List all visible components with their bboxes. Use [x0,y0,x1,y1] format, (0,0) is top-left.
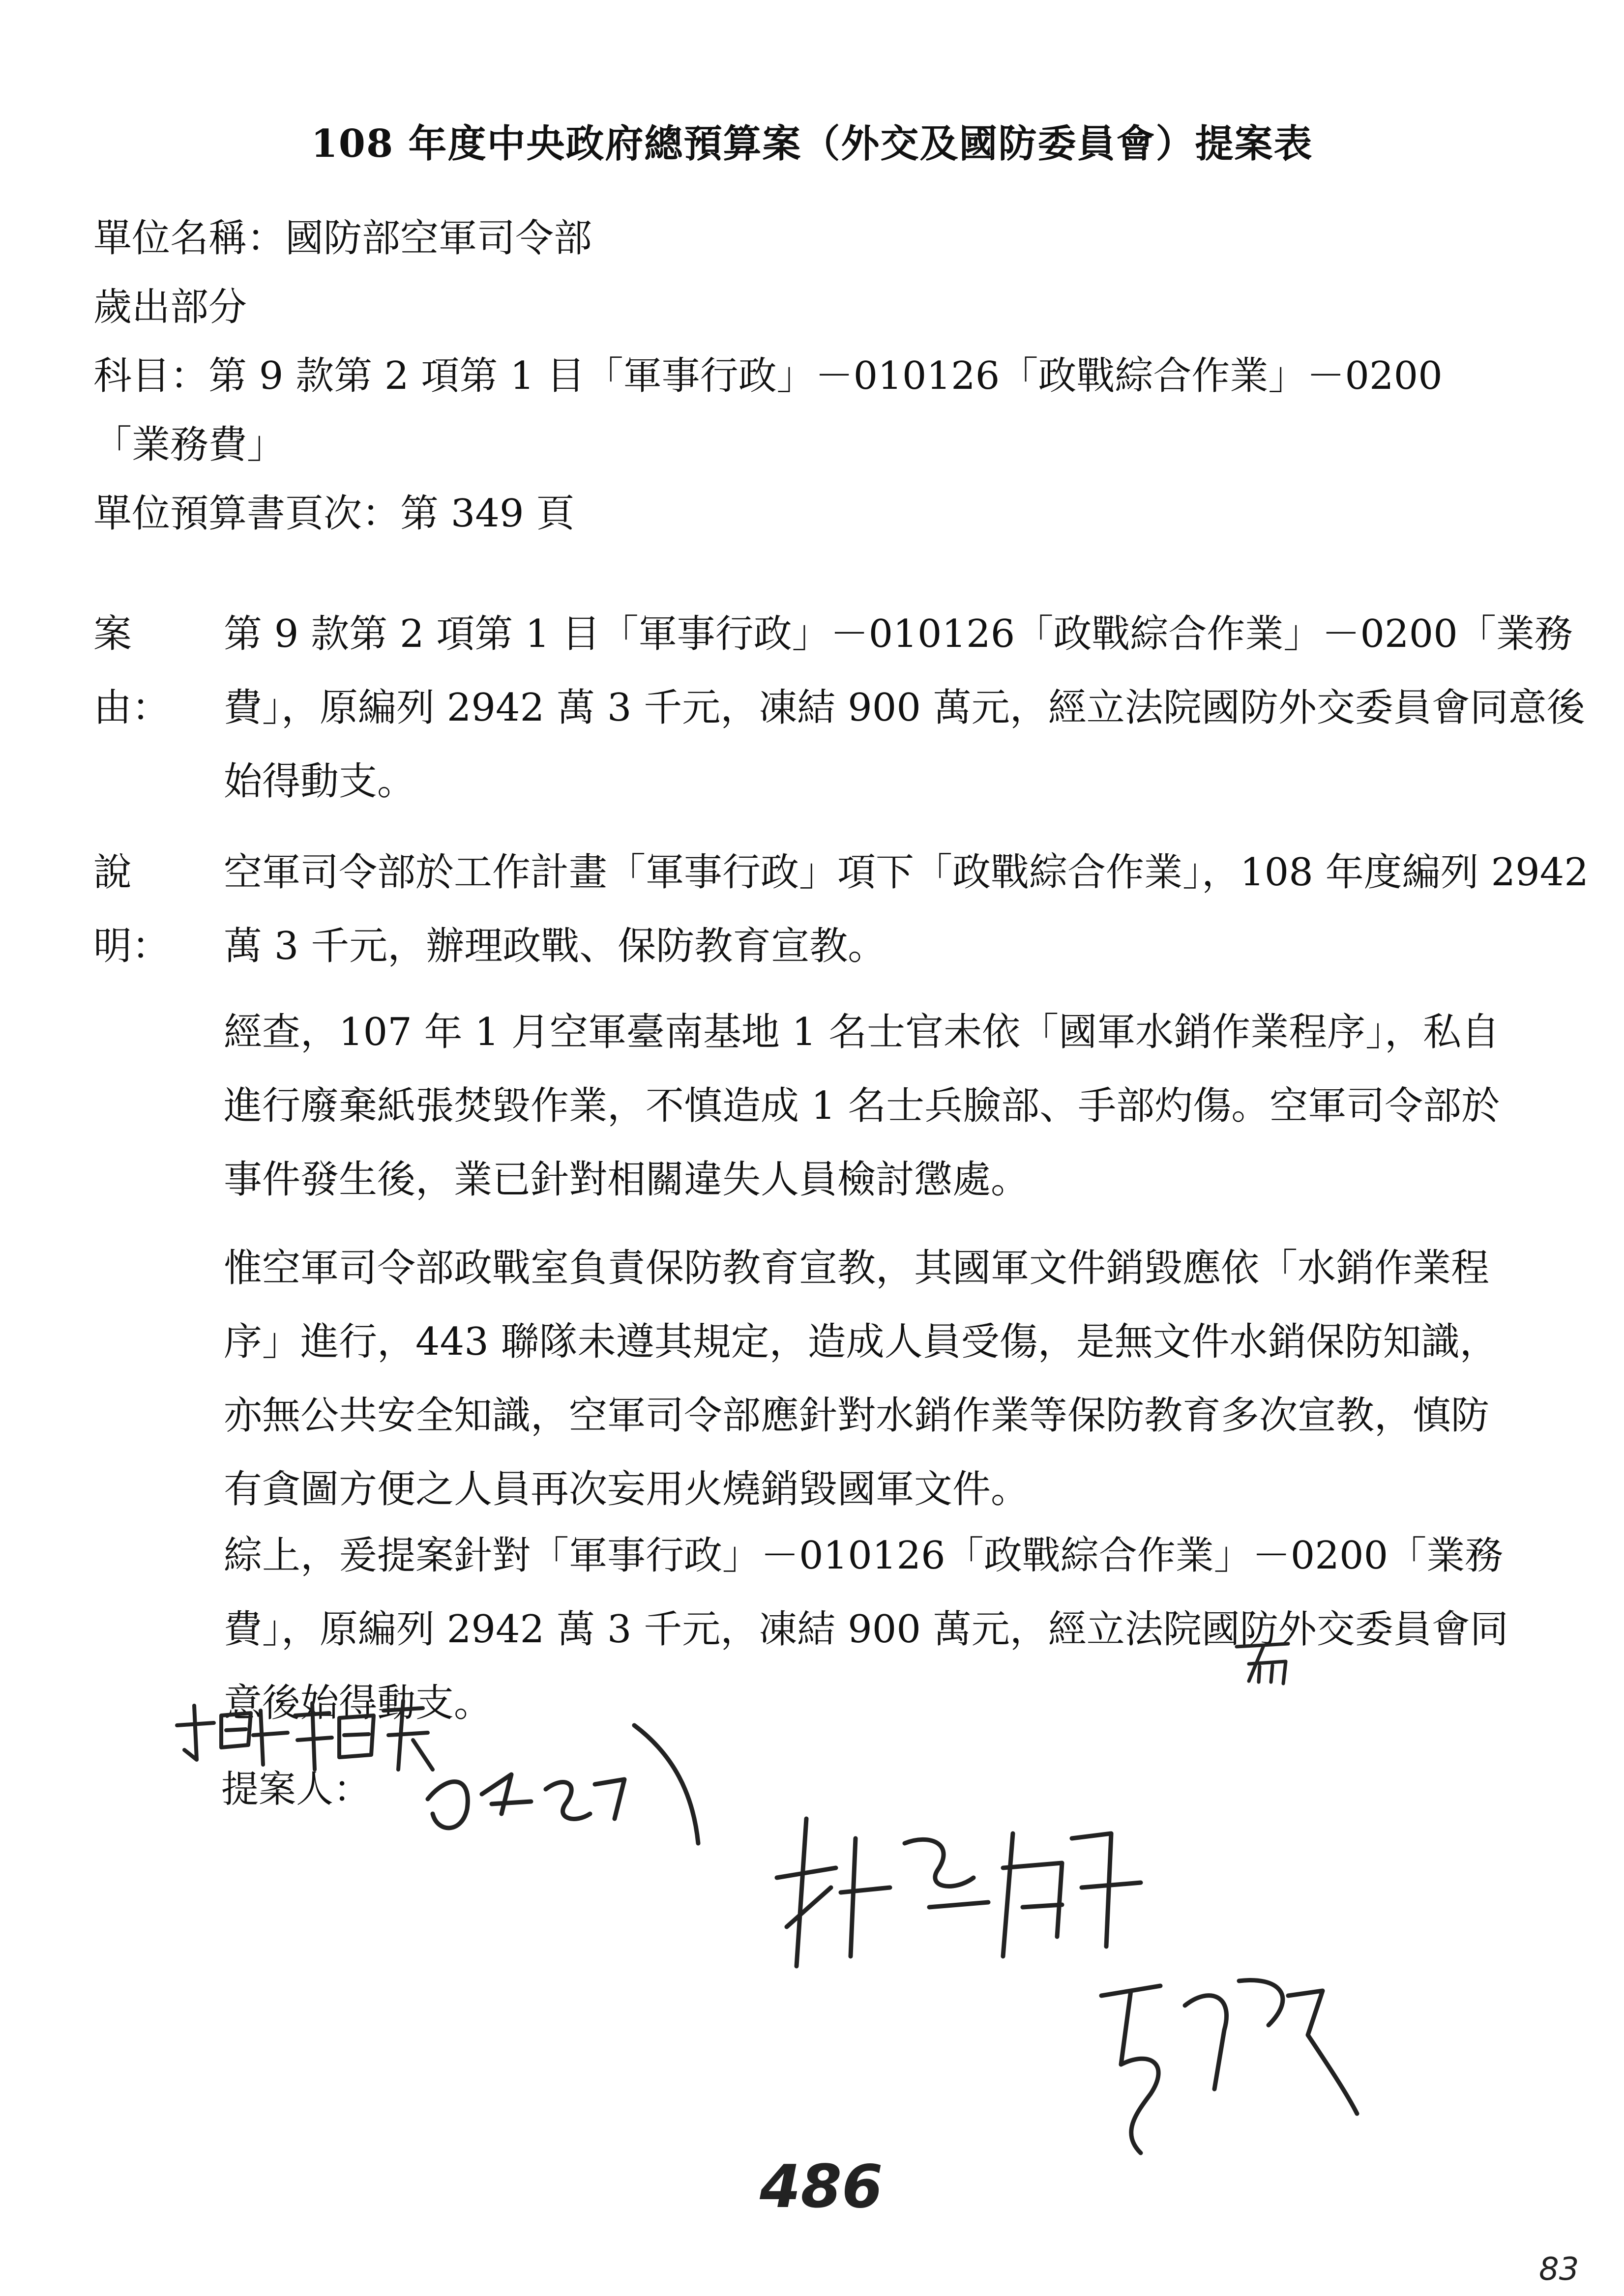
case-label: 案由： [93,612,171,730]
explanation-label: 說明： [93,850,171,968]
handwritten-note [167,1696,443,1779]
signature-2 [767,1809,1170,1986]
explanation-paragraph-1: 空軍司令部於工作計畫「軍事行政」項下「政戰綜合作業」，108 年度編列 2942 萬 3 千元，辦理政戰、保防教育宣教。 [224,850,1589,968]
case-text: 第 9 款第 2 項第 1 目「軍事行政」－010126「政戰綜合作業」－0200「業務費」，原編列 2942 萬 3 千元，凍結 900 萬元，經立法院國防外交委員會同意後始得動支。 [224,612,1585,804]
document-title: 108 年度中央政府總預算案（外交及國防委員會）提案表 [311,121,1313,166]
page-number: 486 [760,2153,883,2221]
signature-3 [1092,1966,1367,2173]
section-label: 歲出部分 [93,285,247,329]
subject-line-2: 「業務費」 [93,423,286,467]
unit-name: 單位名稱：國防部空軍司令部 [93,216,592,261]
explanation-paragraph-2: 經查，107 年 1 月空軍臺南基地 1 名士官未依「國軍水銷作業程序」，私自進行廢棄紙張焚毀作業，不慎造成 1 名士兵臉部、手部灼傷。空軍司令部於事件發生後，業已針對相關違失人員檢討懲處。 [224,1010,1500,1202]
explanation-paragraph-3: 惟空軍司令部政戰室負責保防教育宣教，其國軍文件銷毀應依「水銷作業程序」進行，443 聯隊未遵其規定，造成人員受傷，是無文件水銷保防知識，亦無公共安全知識，空軍司令部應針對水銷作業等保防教育多次宣教，慎防有貪圖方便之人員再次妄用火燒銷毀國軍文件。 [224,1246,1498,1511]
budget-page-ref: 單位預算書頁次：第 349 頁 [93,492,575,536]
handwritten-insert-mark [1229,1637,1303,1691]
proposer-label: 提案人： [221,1767,371,1811]
subject-line-1: 科目：第 9 款第 2 項第 1 目「軍事行政」－010126「政戰綜合作業」－0200 [93,354,1443,398]
signature-1 [418,1715,713,1863]
explanation-paragraph-4: 綜上，爰提案針對「軍事行政」－010126「政戰綜合作業」－0200「業務費」，原編列 2942 萬 3 千元，凍結 900 萬元，經立法院國防外交委員會同意後始得動支。 [224,1534,1508,1725]
corner-number: 83 [1539,2251,1579,2288]
